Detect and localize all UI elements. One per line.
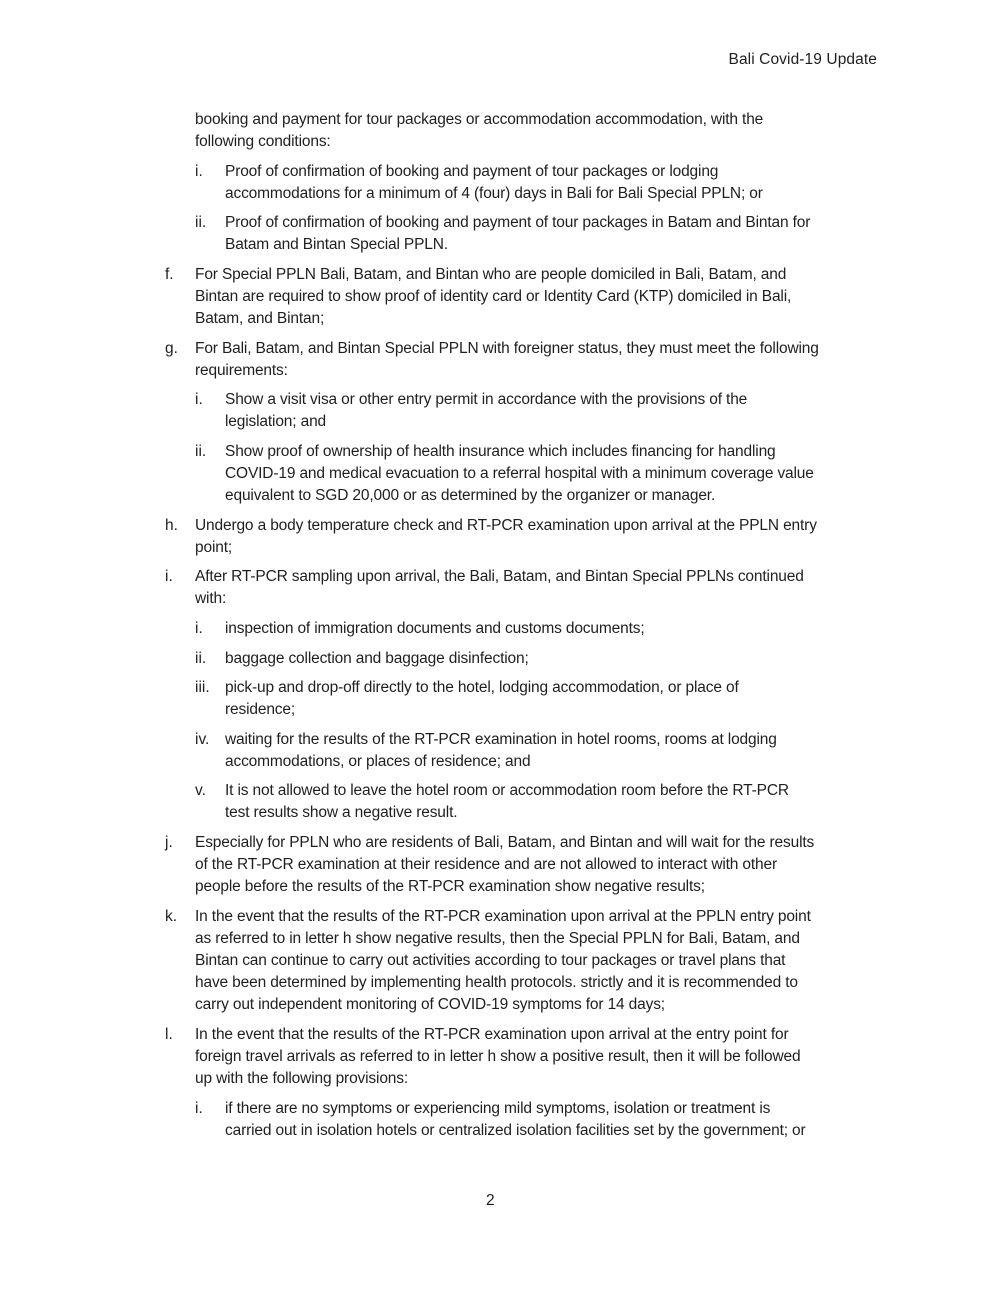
list-marker: g.	[165, 340, 178, 357]
list-marker: i.	[195, 1100, 203, 1117]
text-line: Proof of confirmation of booking and payment of tour packages in Batam and Bintan for	[225, 214, 811, 231]
text-line: Batam and Bintan Special PPLN.	[225, 236, 448, 253]
text-line: In the event that the results of the RT-PCR examination upon arrival at the PPLN entry point	[195, 908, 811, 925]
text-line: accommodations, or places of residence; and	[225, 753, 531, 770]
list-marker: iii.	[195, 679, 210, 696]
page-number: 2	[486, 1192, 495, 1209]
text-line: COVID-19 and medical evacuation to a referral hospital with a minimum coverage value	[225, 465, 814, 482]
text-line: For Bali, Batam, and Bintan Special PPLN with foreigner status, they must meet the following	[195, 340, 819, 357]
text-line: Undergo a body temperature check and RT-PCR examination upon arrival at the PPLN entry	[195, 517, 817, 534]
text-line: foreign travel arrivals as referred to in letter h show a positive result, then it will be followed	[195, 1048, 801, 1065]
text-line: carried out in isolation hotels or centralized isolation facilities set by the government; or	[225, 1122, 806, 1139]
text-line: point;	[195, 539, 233, 556]
text-line: following conditions:	[195, 133, 331, 150]
list-marker: j.	[165, 834, 173, 851]
list-marker: l.	[165, 1026, 173, 1043]
text-line: test results show a negative result.	[225, 804, 458, 821]
list-marker: i.	[195, 391, 203, 408]
text-line: residence;	[225, 701, 296, 718]
text-line: Bintan are required to show proof of identity card or Identity Card (KTP) domiciled in Bali,	[195, 288, 792, 305]
text-line: In the event that the results of the RT-PCR examination upon arrival at the entry point for	[195, 1026, 789, 1043]
text-line: pick-up and drop-off directly to the hotel, lodging accommodation, or place of	[225, 679, 739, 696]
list-marker: f.	[165, 266, 174, 283]
text-line: waiting for the results of the RT-PCR examination in hotel rooms, rooms at lodging	[225, 731, 777, 748]
list-marker: h.	[165, 517, 178, 534]
list-marker: i.	[165, 568, 173, 585]
text-line: It is not allowed to leave the hotel room or accommodation room before the RT-PCR	[225, 782, 789, 799]
list-marker: i.	[195, 620, 203, 637]
text-line: Batam, and Bintan;	[195, 310, 325, 327]
text-line: Show a visit visa or other entry permit in accordance with the provisions of the	[225, 391, 748, 408]
text-line: equivalent to SGD 20,000 or as determined by the organizer or manager.	[225, 487, 716, 504]
text-line: For Special PPLN Bali, Batam, and Bintan who are people domiciled in Bali, Batam, and	[195, 266, 787, 283]
text-line: carry out independent monitoring of COVID-19 symptoms for 14 days;	[195, 996, 665, 1013]
list-marker: ii.	[195, 443, 207, 460]
list-marker: i.	[195, 163, 203, 180]
text-line: Bintan can continue to carry out activities according to tour packages or travel plans that	[195, 952, 786, 969]
text-line: of the RT-PCR examination at their residence and are not allowed to interact with other	[195, 856, 778, 873]
text-line: accommodations for a minimum of 4 (four) days in Bali for Bali Special PPLN; or	[225, 185, 763, 202]
text-line: up with the following provisions:	[195, 1070, 409, 1087]
list-marker: ii.	[195, 650, 207, 667]
text-line: After RT-PCR sampling upon arrival, the Bali, Batam, and Bintan Special PPLNs continued	[195, 568, 804, 585]
text-line: legislation; and	[225, 413, 327, 430]
text-line: Proof of confirmation of booking and payment of tour packages or lodging	[225, 163, 719, 180]
text-line: with:	[195, 590, 227, 607]
text-line: requirements:	[195, 362, 288, 379]
text-line: people before the results of the RT-PCR examination show negative results;	[195, 878, 705, 895]
text-line: Especially for PPLN who are residents of Bali, Batam, and Bintan and will wait for the results	[195, 834, 815, 851]
running-header: Bali Covid-19 Update	[728, 51, 877, 68]
text-line: as referred to in letter h show negative results, then the Special PPLN for Bali, Batam, and	[195, 930, 800, 947]
text-line: Show proof of ownership of health insurance which includes financing for handling	[225, 443, 776, 460]
text-line: baggage collection and baggage disinfection;	[225, 650, 529, 667]
list-marker: v.	[195, 782, 206, 799]
list-marker: iv.	[195, 731, 210, 748]
list-marker: ii.	[195, 214, 207, 231]
text-line: inspection of immigration documents and customs documents;	[225, 620, 645, 637]
text-line: have been determined by implementing health protocols. strictly and it is recommended to	[195, 974, 798, 991]
text-line: if there are no symptoms or experiencing mild symptoms, isolation or treatment is	[225, 1100, 771, 1117]
list-marker: k.	[165, 908, 178, 925]
text-line: booking and payment for tour packages or accommodation accommodation, with the	[195, 111, 764, 128]
